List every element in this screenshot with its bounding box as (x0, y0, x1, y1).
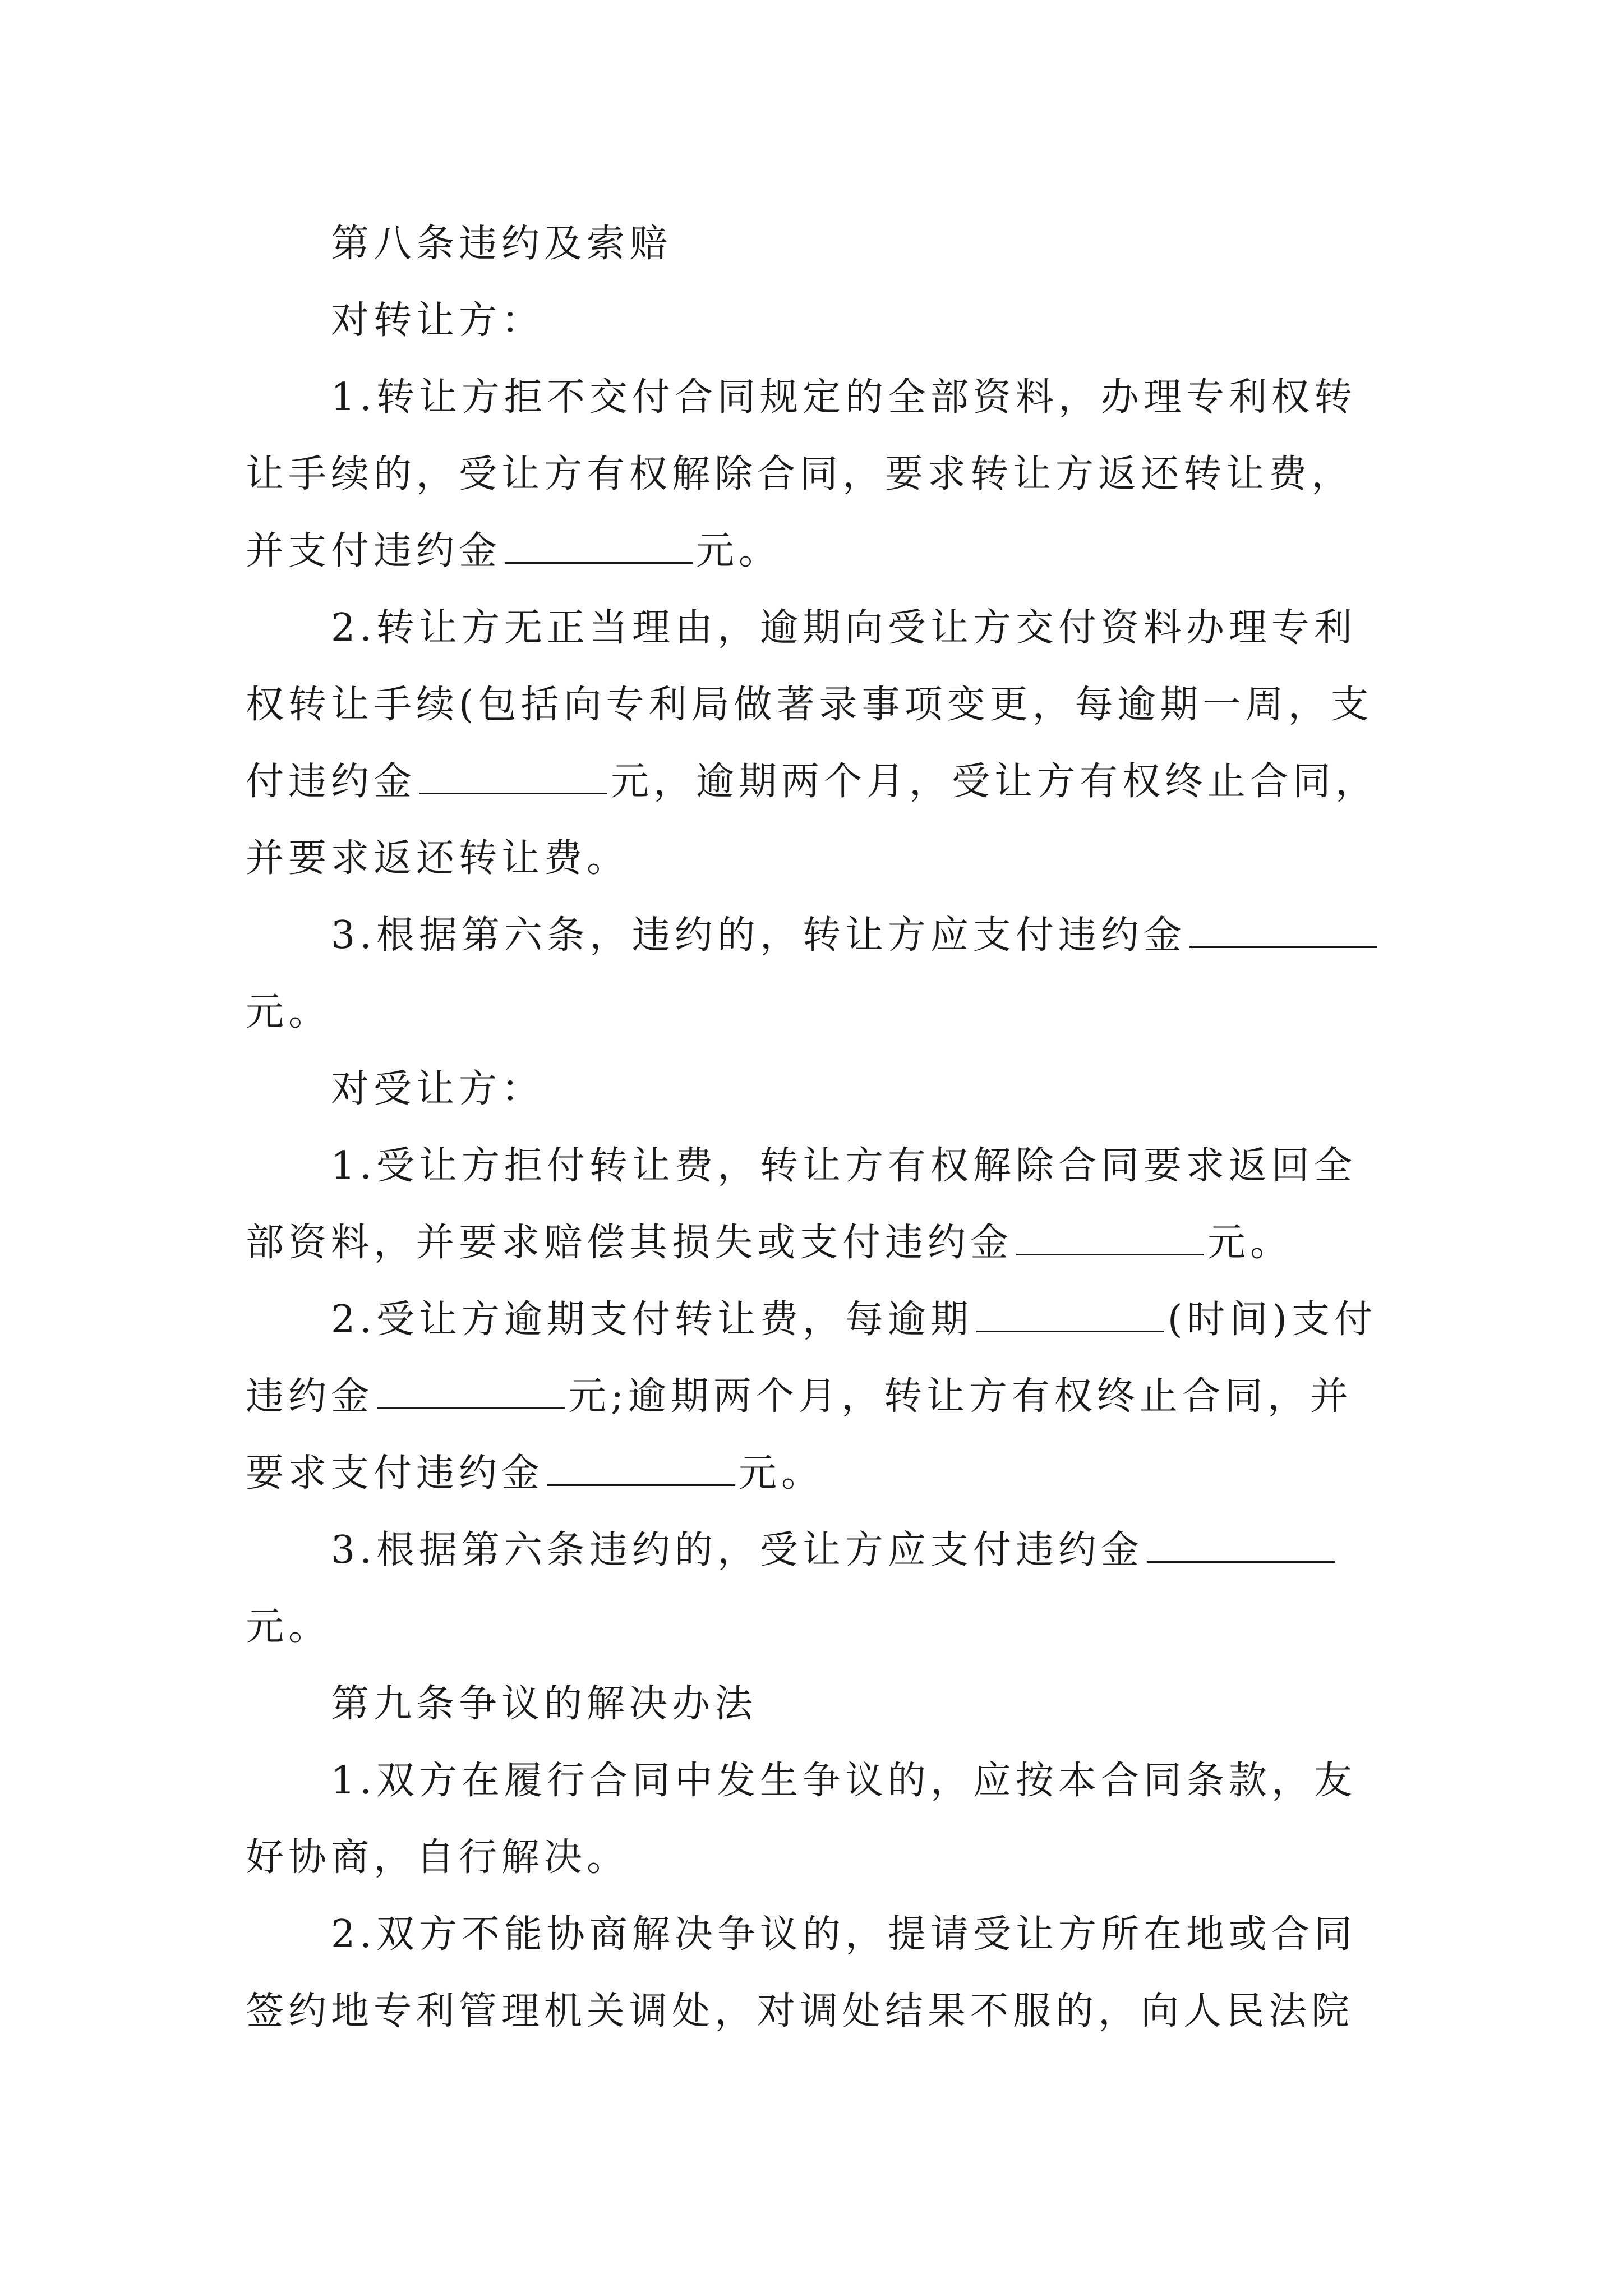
fill-in-blank (547, 1452, 735, 1486)
article9-item-2: 2.双方不能协商解决争议的，提请受让方所在地或合同签约地专利管理机关调处，对调处结果不服的，向人民法院 (246, 1912, 1357, 2033)
transferee-item-1 (246, 1128, 1384, 1281)
transferee-item-2-unit: 元。 (739, 1451, 824, 1496)
transferor-item-1-text: 1.转让方拒不交付合同规定的全部资料，办理专利权转让手续的，受让方有权解除合同，要求转让方返还转让费，并支付违约金 (246, 375, 1357, 573)
transferee-item-3-text: 3.根据第六条违约的，受让方应支付违约金 (331, 1528, 1144, 1572)
transferee-item-2-text: 2.受让方逾期支付转让费，每逾期 (331, 1297, 973, 1342)
transferor-item-2-text-end: 元，逾期两个月，受让方有权终止合同，并要求返还转让费。 (246, 760, 1378, 881)
transferor-item-1 (246, 359, 1384, 590)
transferee-label: 对受让方： (331, 1067, 545, 1111)
transferor-item-2 (246, 590, 1384, 897)
transferee-item-3-unit: 元。 (246, 1605, 331, 1649)
fill-in-blank (1016, 1221, 1204, 1255)
transferee-item-3 (246, 1512, 1384, 1665)
fill-in-blank (1189, 914, 1377, 948)
transferor-item-3 (246, 897, 1384, 1051)
transferee-item-1-text: 1.受让方拒付转让费，转让方有权解除合同要求返回全部资料，并要求赔偿其损失或支付违约金 (246, 1144, 1357, 1265)
fill-in-blank (976, 1298, 1164, 1332)
transferor-item-1-unit: 元。 (696, 529, 782, 573)
article9-heading: 第九条争议的解决办法 (331, 1682, 758, 1726)
fill-in-blank (1147, 1529, 1335, 1563)
transferee-item-2-text-b: (时间)支付违约金 (246, 1297, 1377, 1419)
transferee-item-2-text-c: 元;逾期两个月，转让方有权终止合同，并要求支付违约金 (246, 1374, 1353, 1496)
transferor-label: 对转让方： (331, 298, 545, 343)
article9-item-1: 1.双方在履行合同中发生争议的，应按本合同条款，友好协商，自行解决。 (246, 1759, 1357, 1880)
transferor-item-3-text: 3.根据第六条，违约的，转让方应支付违约金 (331, 913, 1186, 958)
transferee-item-2 (246, 1281, 1384, 1512)
transferee-item-1-unit: 元。 (1207, 1221, 1293, 1265)
fill-in-blank (419, 760, 607, 794)
fill-in-blank (377, 1375, 565, 1409)
fill-in-blank (505, 530, 693, 564)
transferor-item-3-unit: 元。 (246, 990, 331, 1034)
transferor-item-2-text: 2.转让方无正当理由，逾期向受让方交付资料办理专利权转让手续(包括向专利局做著录事项变更，每逾期一周，支付违约金 (246, 606, 1373, 804)
document-body (246, 205, 1384, 2050)
article8-heading: 第八条违约及索赔 (331, 222, 672, 266)
